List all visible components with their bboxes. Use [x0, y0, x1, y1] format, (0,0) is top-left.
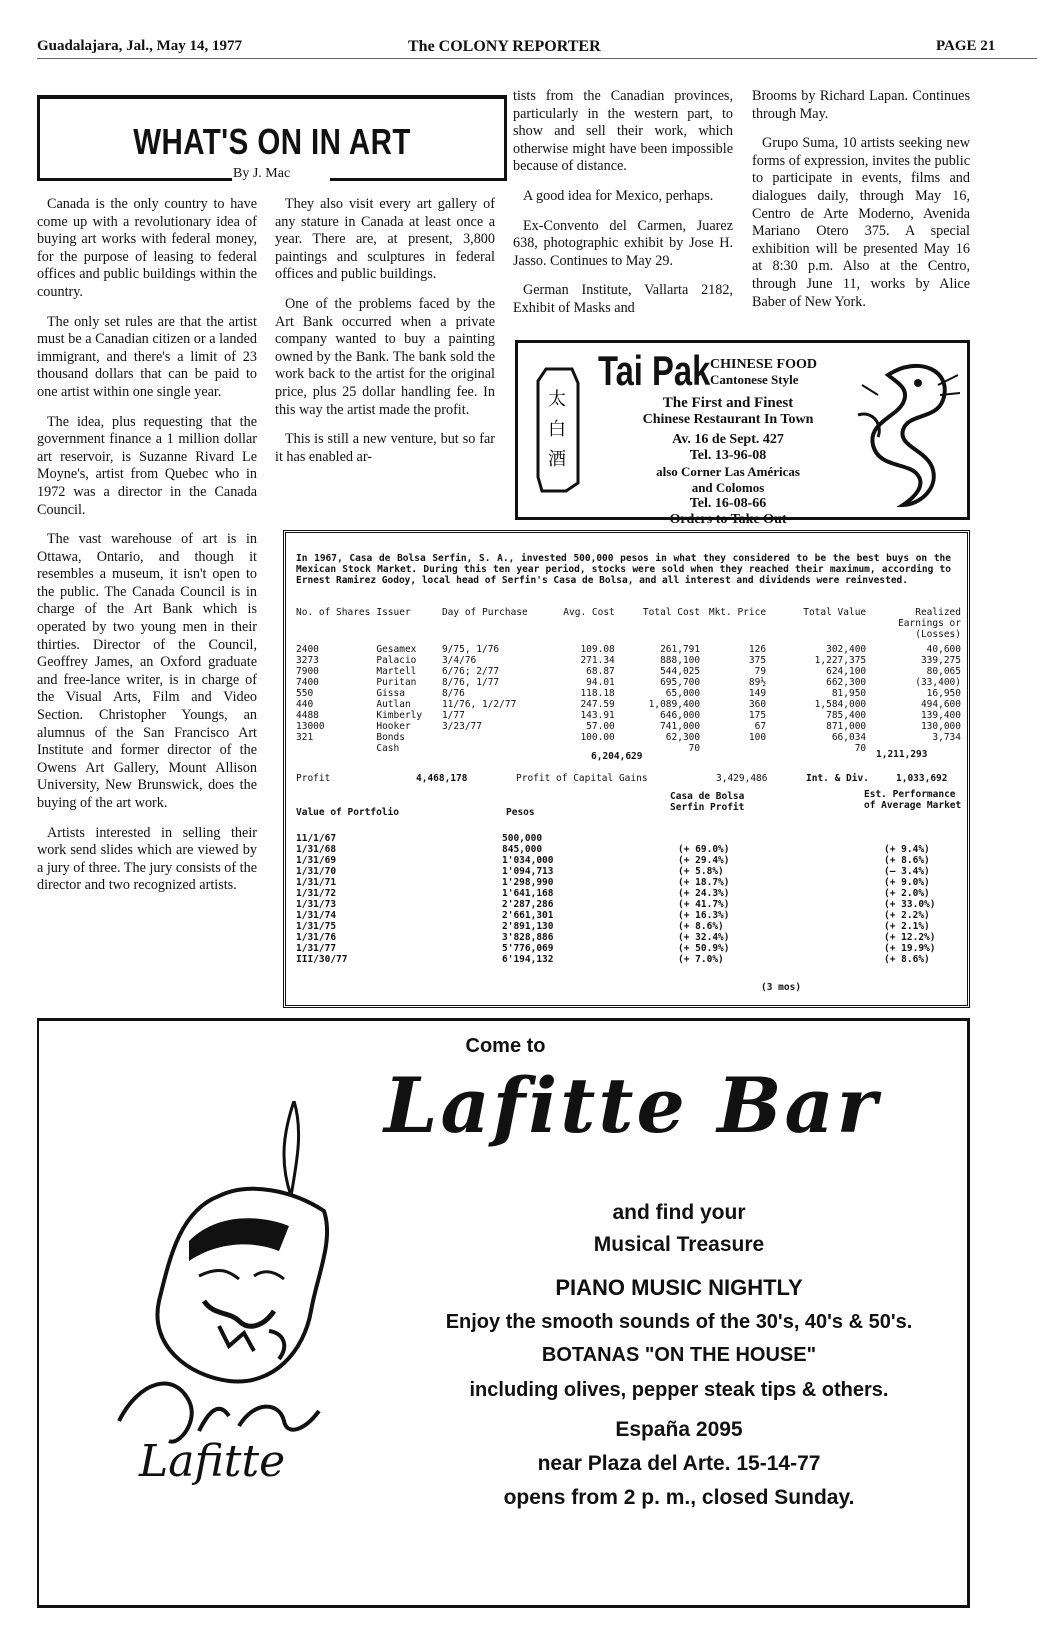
tagline-1: The First and Finest [662, 395, 794, 411]
table-row: 1/31/72 1'641,168 (+ 24.3%) (+ 2.0%) [296, 888, 930, 899]
header-mkt-price: Mkt. Price [708, 607, 767, 618]
telephone-2: Tel. 16-08-66 [689, 496, 767, 511]
paragraph: Canada is the only country to have come up with a revolutionary idea of buying art works with federal money, for the purpose of leasing to federal offices and public buildings within the country. [37, 196, 257, 300]
table-row: 550 Gissa 8/76 118.18 65,000 149 81,950 16,950 [296, 688, 961, 699]
paragraph: They also visit every art gallery of any stature in Canada at least once a year. There are, at present, 3,800 paintings and sculptures in federal offices and public buildings. [275, 196, 495, 283]
paragraph: This is still a new venture, but so far it has enabled ar- [275, 431, 495, 465]
serfin-portfolio-box [283, 530, 970, 1008]
article-column-2 [275, 196, 495, 478]
table-row: 1/31/68 845,000 (+ 69.0%) (+ 9.4%) [296, 844, 930, 855]
table-row: 13000 Hooker 3/23/77 57.00 741,000 67 871,000 130,000 [296, 721, 961, 732]
serfin-intro: In 1967, Casa de Bolsa Serfin, S. A., invested 500,000 pesos in what they considered to be the best buys on the Mexican Stock Market. During this ten year period, stocks were sold when they reached their maximum, according to Ernest Ramirez Godoy, local head of Serfin's Casa de Bolsa, and all interest and dividends were reinvested. [296, 553, 951, 586]
paragraph: The only set rules are that the artist must be a Canadian citizen or a landed immigrant, and there's a limit of 23 thousand dollars that can be paid to one artist within one single year. [37, 313, 257, 400]
header-earnings: Realized Earnings or (Losses) [898, 607, 961, 640]
address: España 2095 [615, 1418, 743, 1441]
cuisine-2: Cantonese Style [710, 372, 799, 387]
paragraph: German Institute, Vallarta 2182, Exhibit of Masks and [513, 282, 733, 316]
portfolio-header-pesos: Pesos [506, 807, 535, 818]
table-row: 1/31/73 2'287,286 (+ 41.7%) (+ 33.0%) [296, 899, 936, 910]
botanas: BOTANAS "ON THE HOUSE" [541, 1344, 817, 1366]
title-rule-left [37, 178, 232, 181]
table-row: 7400 Puritan 8/76, 1/77 94.01 695,700 89½ 662,300 (33,400) [296, 677, 961, 688]
table-row: Cash 70 70 [376, 743, 867, 754]
capital-gains-value: 3,429,486 [716, 773, 768, 784]
stock-table [296, 607, 967, 754]
int-div-label: Int. & Div. [806, 773, 869, 784]
byline: By J. Mac [233, 166, 291, 181]
table-header [296, 607, 967, 640]
table-row: 1/31/77 5'776,069 (+ 50.9%) (+ 19.9%) [296, 943, 936, 954]
header-purchase-day: Day of Purchase [441, 607, 528, 618]
telephone-1: Tel. 13-96-08 [689, 448, 767, 463]
paragraph: Brooms by Richard Lapan. Continues through May. [752, 88, 970, 122]
come-to: Come to [465, 1035, 546, 1057]
paragraph: Ex-Convento del Carmen, Juarez 638, photographic exhibit by Jose H. Jasso. Continues to May 29. [513, 217, 733, 269]
newspaper-name: The COLONY REPORTER [408, 38, 601, 55]
opening-hours: opens from 2 p. m., closed Sunday. [503, 1486, 855, 1509]
title-rule-right [330, 178, 507, 181]
portfolio-header-market: Est. Performance of Average Market [864, 789, 962, 811]
including: including olives, pepper steak tips & others. [469, 1379, 889, 1401]
lafitte-bar-ad [37, 1018, 970, 1608]
total-cost: 6,204,629 [591, 751, 643, 762]
portfolio-header-value: Value of Portfolio [296, 807, 399, 818]
header-rule [37, 58, 1037, 59]
table-row: 1/31/74 2'661,301 (+ 16.3%) (+ 2.2%) [296, 910, 930, 921]
total-earnings: 1,211,293 [876, 749, 928, 760]
table-row: 1/31/70 1'094,713 (+ 5.8%) (— 3.4%) [296, 866, 930, 877]
table-row: 2400 Gesamex 9/75, 1/76 109.08 261,791 126 302,400 40,600 [296, 644, 961, 655]
lafitte-signature: Lafitte [139, 1436, 286, 1487]
header-shares: No. of Shares [296, 607, 371, 618]
take-out-note: Orders to Take Out [669, 512, 787, 527]
article-title: WHAT'S ON IN ART [133, 121, 411, 162]
musical-treasure: Musical Treasure [593, 1233, 765, 1256]
near-plaza: near Plaza del Arte. 15-14-77 [537, 1452, 821, 1475]
paragraph: The vast warehouse of art is in Ottawa, Ontario, and though it resembles a museum, it isn't open to the public. The Canada Council is in charge of the Art Bank which is operated by two young men in their thirties. Director of the Council, Geoffrey James, an Oxford graduate and free-lance writer, is in charge of the Visual Arts, Film and Video Section. Christopher Youngs, an alumnus of the San Francisco Art Institute and former director of the Owens Art Gallery, Mount Allison University, New Brunswick, does the buying of the art work. [37, 531, 257, 811]
header-issuer: Issuer [376, 607, 411, 618]
paragraph: The idea, plus requesting that the government finance a 1 million dollar art reservoir, is Suzanne Rivard Le Moyne's, artist from Quebec who in 1972 was a director in the Canada Council. [37, 413, 257, 518]
chinese-seal-icon [532, 365, 584, 495]
months-note: (3 mos) [761, 982, 802, 993]
table-row: 321 Bonds 100.00 62,300 100 66,034 3,734 [296, 732, 961, 743]
dragon-icon [848, 355, 963, 515]
paragraph: Artists interested in selling their work send slides which are viewed by a jury of three. The jury consists of the director and two recognized artists. [37, 824, 257, 894]
paragraph: One of the problems faced by the Art Bank occurred when a private company wanted to buy a painting owned by the Bank. The bank sold the work back to the artist for the original price, plus 25 dollar handling fee. In this way the artist made the profit. [275, 295, 495, 418]
tai-pak-name: Tai Pak [598, 347, 711, 394]
also-location-1: also Corner Las Américas [656, 464, 800, 479]
tagline-2: Chinese Restaurant In Town [642, 412, 814, 427]
table-row: 1/31/76 3'828,886 (+ 32.4%) (+ 12.2%) [296, 932, 936, 943]
article-column-3 [513, 88, 733, 330]
piano-nightly: PIANO MUSIC NIGHTLY [555, 1275, 803, 1300]
article-column-4 [752, 88, 970, 323]
int-div-value: 1,033,692 [896, 773, 948, 784]
svg-text:白: 白 [548, 419, 566, 440]
tai-pak-ad [515, 340, 970, 527]
table-row: 1/31/75 2'891,130 (+ 8.6%) (+ 2.1%) [296, 921, 930, 932]
paragraph: tists from the Canadian provinces, particularly in the western part, to show and sell their work, which otherwise might have been impossible because of distance. [513, 88, 733, 175]
find-your: and find your [612, 1201, 746, 1224]
enjoy-sounds: Enjoy the smooth sounds of the 30's, 40's & 50's. [445, 1311, 913, 1333]
table-row: 1/31/71 1'298,990 (+ 18.7%) (+ 9.0%) [296, 877, 930, 888]
portfolio-table [296, 833, 941, 965]
article-column-1 [37, 196, 257, 907]
svg-text:酒: 酒 [548, 449, 566, 470]
capital-gains-label: Profit of Capital Gains [516, 773, 648, 784]
dateline: Guadalajara, Jal., May 14, 1977 [37, 38, 242, 54]
header-total-value: Total Value [803, 607, 867, 618]
table-row: 440 Autlan 11/76, 1/2/77 247.59 1,089,400 360 1,584,000 494,600 [296, 699, 961, 710]
header-avg-cost: Avg. Cost [563, 607, 615, 618]
profit-value: 4,468,178 [416, 773, 468, 784]
profit-label: Profit [296, 773, 331, 784]
pirate-logo-icon [79, 1101, 329, 1491]
paragraph: Grupo Suma, 10 artists seeking new forms of expression, invites the public to participate in events, films and dialogues daily, through May 16, Centro de Arte Moderno, Avenida Mariano Otero 375. A special exhibition will be presented May 16 at 8:30 p.m. Also at the Centro, through June 11, works by Alice Baber of New York. [752, 135, 970, 310]
table-row: 1/31/69 1'034,000 (+ 29.4%) (+ 8.6%) [296, 855, 930, 866]
address: Av. 16 de Sept. 427 [672, 432, 784, 447]
cuisine-1: CHINESE FOOD [710, 357, 817, 372]
paragraph: A good idea for Mexico, perhaps. [523, 187, 714, 204]
table-row: 7900 Martell 6/76; 2/77 68.87 544,025 79 624,100 80,065 [296, 666, 961, 677]
page-number: PAGE 21 [936, 38, 996, 54]
lafitte-bar-title: Lafitte Bar [384, 1061, 880, 1150]
portfolio-header-serfin: Casa de Bolsa Serfin Profit [670, 791, 745, 813]
also-location-2: and Colomos [691, 480, 765, 495]
header-total-cost: Total Cost [642, 607, 701, 618]
table-row: 3273 Palacio 3/4/76 271.34 888,100 375 1,227,375 339,275 [296, 655, 961, 666]
table-row: 11/1/67 500,000 [296, 833, 543, 844]
table-row: 4488 Kimberly 1/77 143.91 646,000 175 785,400 139,400 [296, 710, 961, 721]
table-row: III/30/77 6'194,132 (+ 7.0%) (+ 8.6%) [296, 954, 930, 965]
svg-text:太: 太 [548, 389, 566, 410]
